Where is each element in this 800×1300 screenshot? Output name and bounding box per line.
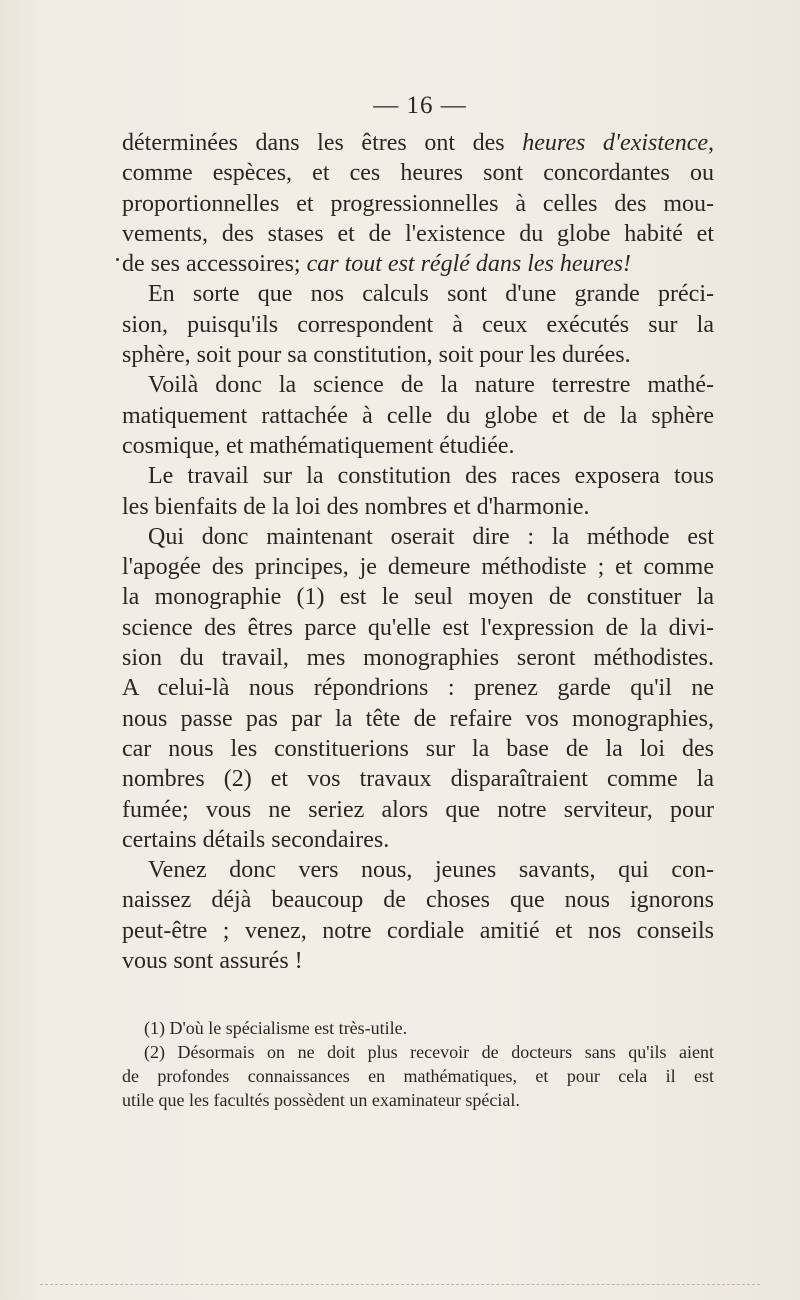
footnote-line: (2) Désormais on ne doit plus recevoir de docteurs sans qu'ils aient [144, 1042, 714, 1062]
footnotes [122, 1016, 714, 1112]
text-line: comme espèces, et ces heures sont concordantes ou [122, 160, 714, 187]
italic-emphasis: heures d'existence, [522, 130, 714, 156]
text-line: la monographie (1) est le seul moyen de constituer la [122, 584, 714, 611]
footnote-line: utile que les facultés possèdent un examinateur spécial. [122, 1090, 520, 1110]
text-line: déterminées dans les êtres ont des heures d'existence, [122, 130, 714, 156]
text-line: A celui-là nous répondrions : prenez garde qu'il ne [122, 675, 714, 702]
text-line: sphère, soit pour sa constitution, soit pour les durées. [122, 342, 631, 369]
footnote-line: (1) D'où le spécialisme est très-utile. [144, 1018, 408, 1038]
text-line: fumée; vous ne seriez alors que notre serviteur, pour [122, 796, 714, 823]
page-number: — 16 — [373, 92, 467, 119]
text-line: matiquement rattachée à celle du globe et de la sphère [122, 402, 714, 429]
text-line: Le travail sur la constitution des races exposera tous [148, 463, 714, 490]
main-text [122, 128, 714, 976]
text-line: science des êtres parce qu'elle est l'expression de la divi- [122, 614, 714, 641]
page-edge-mark [40, 1284, 760, 1286]
text-line: Qui donc maintenant oserait dire : la méthode est [148, 523, 714, 550]
text-line: naissez déjà beaucoup de choses que nous ignorons [122, 887, 714, 914]
text-line: l'apogée des principes, je demeure méthodiste ; et comme [122, 554, 714, 581]
text-line: nombres (2) et vos travaux disparaîtraient comme la [122, 766, 714, 793]
text-line: peut-être ; venez, notre cordiale amitié et nos conseils [122, 917, 714, 944]
text-line: nous passe pas par la tête de refaire vos monographies, [122, 705, 714, 732]
text-line: les bienfaits de la loi des nombres et d'harmonie. [122, 493, 590, 520]
text-line: vements, des stases et de l'existence du globe habité et [122, 220, 714, 247]
footnote-line: de profondes connaissances en mathématiques, et pour cela il est [122, 1066, 714, 1086]
text-line: Voilà donc la science de la nature terrestre mathé- [148, 372, 714, 399]
text-line: En sorte que nos calculs sont d'une grande préci- [148, 281, 714, 308]
ink-speck [116, 258, 119, 261]
text-line: Venez donc vers nous, jeunes savants, qui con- [148, 857, 714, 884]
text-line: cosmique, et mathématiquement étudiée. [122, 432, 515, 459]
text-line: vous sont assurés ! [122, 948, 303, 975]
text-line: car nous les constituerions sur la base de la loi des [122, 735, 714, 762]
text-line: sion du travail, mes monographies seront méthodistes. [122, 645, 714, 672]
text-line: sion, puisqu'ils correspondent à ceux exécutés sur la [122, 311, 714, 338]
text-line: proportionnelles et progressionnelles à celles des mou- [122, 190, 714, 217]
text-line: de ses accessoires; car tout est réglé dans les heures! [122, 251, 631, 278]
italic-emphasis: car tout est réglé dans les heures! [306, 251, 631, 278]
text-line: certains détails secondaires. [122, 826, 390, 853]
